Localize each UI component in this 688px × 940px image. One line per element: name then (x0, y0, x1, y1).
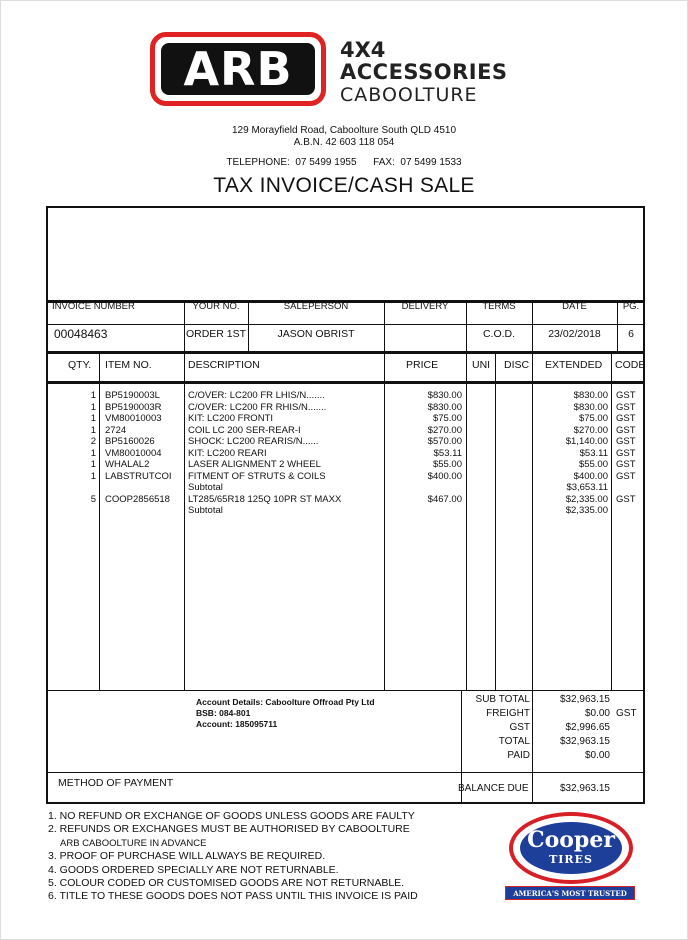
item-price: $75.00 (432, 413, 462, 424)
line-items (48, 384, 643, 690)
item-description: Subtotal (188, 505, 223, 516)
arb-logo (150, 32, 326, 106)
note-3: 3. PROOF OF PURCHASE WILL ALWAYS BE REQUIRED. (48, 850, 326, 863)
label-your-no: YOUR NO. (192, 301, 240, 312)
item-number: BP5160026 (105, 436, 155, 447)
item-description: Subtotal (188, 482, 223, 493)
item-extended: $53.11 (579, 447, 608, 459)
invoice-frame (46, 206, 645, 804)
item-extended: $830.00 (573, 401, 608, 413)
col-disc: DISC (504, 359, 530, 371)
paid-label: PAID (507, 750, 530, 761)
logo-caboolture: CABOOLTURE (340, 84, 478, 106)
payment-row (48, 772, 643, 803)
item-qty: 2 (90, 436, 96, 447)
item-extended: $830.00 (573, 390, 608, 401)
item-qty: 1 (90, 459, 96, 470)
item-price: $270.00 (427, 424, 462, 436)
item-description: C/OVER: LC200 FR LHIS/N....... (188, 390, 325, 401)
item-qty: 1 (90, 447, 96, 459)
page-number: 6 (628, 328, 634, 340)
freight-value: $0.00 (584, 708, 610, 719)
subtotal-label: SUB TOTAL (475, 694, 530, 705)
item-price: $55.00 (432, 459, 462, 470)
total-value: $32,963.15 (559, 736, 610, 747)
label-terms: TERMS (482, 301, 516, 312)
account-name: Account Details: Caboolture Offroad Pty Ltd (196, 697, 375, 707)
item-number: LABSTRUTCOI (105, 470, 172, 482)
col-code: CODE (615, 359, 646, 371)
item-extended: $2,335.00 (565, 493, 608, 505)
note-2-continued: ARB CABOOLTURE IN ADVANCE (60, 837, 207, 849)
item-qty: 1 (90, 401, 96, 413)
item-code: GST (616, 424, 636, 436)
cooper-oval (509, 812, 633, 884)
item-price: $400.00 (427, 470, 462, 482)
item-code: GST (616, 390, 636, 401)
label-invoice-number: INVOICE NUMBER (52, 301, 135, 312)
item-description: C/OVER: LC200 FR RHIS/N....... (188, 401, 327, 413)
totals-area (48, 690, 643, 773)
item-qty: 1 (90, 424, 96, 436)
label-date: DATE (562, 301, 587, 312)
salesperson: JASON OBRIST (277, 328, 355, 340)
item-code: GST (616, 401, 636, 413)
company-phone-fax: TELEPHONE: 07 5499 1955 FAX: 07 5499 1533 (226, 157, 462, 168)
company-abn: A.B.N. 42 603 118 054 (293, 137, 395, 148)
note-4: 4. GOODS ORDERED SPECIALLY ARE NOT RETURNABLE. (48, 863, 339, 876)
item-extended: $270.00 (573, 424, 608, 436)
col-price: PRICE (406, 359, 439, 371)
cooper-tires-logo (505, 812, 635, 912)
company-address: 129 Morayfield Road, Caboolture South QLD 4510 (231, 125, 457, 136)
item-code: GST (616, 459, 636, 470)
subtotal-value: $32,963.15 (559, 694, 610, 705)
account-details (196, 697, 375, 730)
gst-value: $2,996.65 (565, 722, 610, 733)
item-description: LASER ALIGNMENT 2 WHEEL (188, 459, 321, 470)
balance-due-label: BALANCE DUE (458, 783, 529, 794)
invoice-date: 23/02/2018 (548, 328, 601, 340)
item-price: $570.00 (427, 436, 462, 447)
item-description: SHOCK: LC200 REARIS/N...... (188, 436, 319, 447)
note-1: 1. NO REFUND OR EXCHANGE OF GOODS UNLESS GOODS ARE FAULTY (48, 810, 415, 822)
freight-label: FREIGHT (486, 708, 530, 719)
terms-notes (48, 810, 418, 904)
item-price: $53.11 (433, 447, 462, 459)
item-price: $830.00 (427, 390, 462, 401)
label-page: PG. (622, 301, 640, 312)
item-code: GST (616, 413, 636, 424)
item-description: KIT: LC200 FRONTI (188, 413, 273, 424)
item-description: FITMENT OF STRUTS & COILS (188, 470, 326, 482)
item-price: $830.00 (427, 401, 462, 413)
item-code: GST (616, 493, 636, 505)
terms: C.O.D. (482, 328, 516, 340)
item-number: BP5190003R (105, 401, 162, 413)
item-extended: $3,653.11 (566, 482, 608, 493)
item-description: KIT: LC200 REARI (188, 447, 267, 459)
col-uni: UNI (472, 359, 491, 371)
col-item-no: ITEM NO. (105, 359, 152, 371)
col-qty: QTY. (68, 359, 92, 371)
item-number: WHALAL2 (105, 459, 150, 470)
balance-due-value: $32,963.15 (559, 783, 610, 794)
item-extended: $1,140.00 (565, 436, 608, 447)
label-delivery: DELIVERY (401, 301, 449, 312)
item-number: VM80010003 (105, 413, 162, 424)
col-description: DESCRIPTION (188, 359, 260, 371)
method-of-payment-label: METHOD OF PAYMENT (58, 777, 174, 789)
account-bsb: BSB: 084-801 (196, 708, 251, 718)
cooper-sub: TIRES (549, 853, 593, 866)
item-extended: $2,335.00 (565, 505, 608, 516)
column-header-row (48, 354, 646, 384)
label-salesperson: SALEPERSON (283, 301, 349, 312)
item-extended: $400.00 (573, 470, 608, 482)
page-title: TAX INVOICE/CASH SALE (213, 174, 475, 197)
logo-accessories: ACCESSORIES (340, 60, 508, 84)
col-extended: EXTENDED (545, 359, 603, 371)
cooper-name: Cooper (527, 827, 615, 853)
item-number: COOP2856518 (105, 493, 170, 505)
item-number: BP5190003L (105, 390, 160, 401)
item-code: GST (616, 470, 636, 482)
your-no: ORDER 1ST (185, 328, 247, 340)
note-5: 5. COLOUR CODED OR CUSTOMISED GOODS ARE NOT RETURNABLE. (48, 877, 405, 890)
item-qty: 5 (90, 493, 96, 505)
item-extended: $75.00 (578, 413, 608, 424)
item-extended: $55.00 (578, 459, 608, 470)
item-number: VM80010004 (105, 447, 162, 459)
invoice-number: 00048463 (54, 327, 108, 341)
note-6: 6. TITLE TO THESE GOODS DOES NOT PASS UNTIL THIS INVOICE IS PAID (48, 890, 418, 903)
customer-address-area (48, 208, 643, 300)
item-price: $467.00 (427, 493, 462, 505)
item-description: COIL LC 200 SER-REAR-I (188, 424, 301, 436)
logo-subtitle (340, 40, 508, 106)
item-qty: 1 (90, 413, 96, 424)
item-description: LT285/65R18 125Q 10PR ST MAXX (188, 493, 342, 505)
gst-label: GST (509, 722, 530, 733)
item-number: 2724 (105, 424, 127, 436)
item-code: GST (616, 447, 636, 459)
logo-4x4: 4X4 (340, 38, 386, 62)
paid-value: $0.00 (584, 750, 610, 761)
item-code: GST (616, 436, 636, 447)
arb-logo-text: ARB (161, 43, 315, 95)
item-qty: 1 (90, 470, 96, 482)
cooper-tagline: AMERICA'S MOST TRUSTED 4x4 TIRE (505, 886, 635, 900)
account-number: Account: 185095711 (196, 719, 278, 729)
item-qty: 1 (90, 390, 96, 401)
invoice-header-row (48, 300, 643, 354)
note-2: 2. REFUNDS OR EXCHANGES MUST BE AUTHORISED BY CABOOLTURE (48, 823, 410, 836)
total-label: TOTAL (498, 736, 530, 747)
freight-code: GST (616, 708, 637, 719)
